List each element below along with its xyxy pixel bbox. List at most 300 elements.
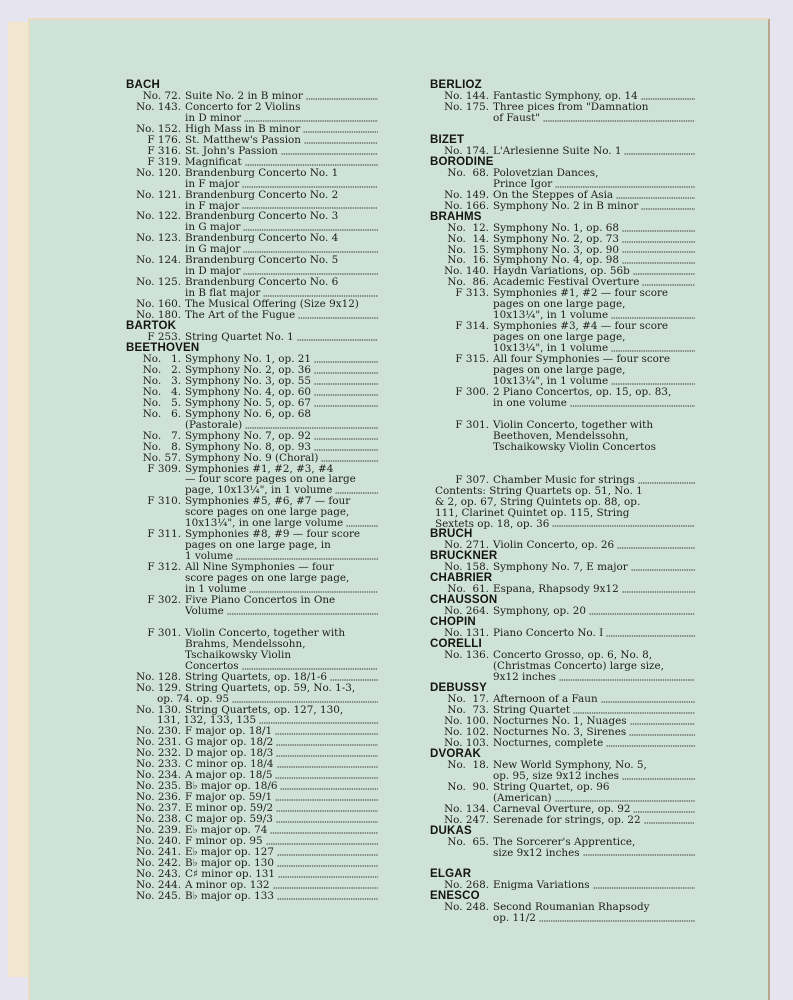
entry-text: Symphonies #5, #6, #7 — four	[185, 496, 351, 508]
entry-title	[181, 891, 378, 902]
dot-leader	[277, 892, 378, 900]
entry-title	[489, 716, 695, 727]
catalog-entry	[126, 562, 378, 595]
composer-section	[126, 343, 378, 902]
catalog-number: No. 242.	[136, 856, 181, 869]
catalog-number: No. 1.	[142, 352, 181, 365]
entry-line	[493, 661, 695, 672]
composer-section	[430, 135, 695, 157]
entry-title	[489, 902, 695, 924]
entry-title	[489, 223, 695, 234]
entry-title	[181, 781, 378, 792]
entry-title	[181, 365, 378, 376]
entry-line	[493, 102, 695, 113]
catalog-number: No. 160.	[136, 298, 181, 311]
entry-line	[185, 431, 378, 442]
entry-text: Beethoven, Mendelssohn,	[493, 430, 629, 442]
entry-text: Brandenburg Concerto No. 5	[185, 255, 339, 267]
entry-text: A major op. 18/5	[185, 770, 273, 782]
catalog-number: No. 90.	[447, 780, 489, 793]
spacer	[430, 124, 695, 135]
composer-heading: BRAHMS	[430, 210, 482, 223]
entry-text: C minor op. 18/4	[185, 759, 274, 771]
entry-text: Contents: String Quartets op. 51, No. 1	[435, 485, 643, 497]
entry-line	[185, 113, 378, 124]
composer-section	[430, 891, 695, 924]
entry-text: Chamber Music for strings	[493, 474, 635, 486]
entry-line	[185, 310, 378, 321]
entry-title	[489, 255, 695, 266]
entry-text: L'Arlesienne Suite No. 1	[493, 145, 622, 157]
entry-title	[489, 628, 695, 639]
catalog-entry	[126, 277, 378, 299]
entry-title	[181, 858, 378, 869]
dot-leader	[335, 486, 378, 494]
dot-leader	[244, 114, 378, 122]
entry-title	[181, 387, 378, 398]
entry-line	[185, 595, 378, 606]
entry-line	[185, 222, 378, 233]
catalog-entry	[126, 628, 378, 672]
catalog-number: No. 240.	[136, 834, 181, 847]
entry-line	[185, 606, 378, 617]
entry-text: Brandenburg Concerto No. 2	[185, 189, 339, 201]
entry-text: E♭ major op. 127	[185, 846, 274, 858]
entry-text: & 2, op. 67, String Quintets op. 88, op.	[435, 496, 641, 508]
entry-text: in one volume	[493, 397, 567, 409]
entry-line	[185, 277, 378, 288]
entry-line	[185, 672, 378, 683]
entry-title	[181, 464, 378, 497]
entry-title	[489, 705, 695, 716]
entry-line	[493, 606, 695, 617]
entry-text: in D minor	[185, 112, 242, 124]
dot-leader	[559, 673, 695, 681]
catalog-number: F 309.	[147, 462, 181, 475]
dot-leader	[280, 782, 378, 790]
catalog-entry	[126, 409, 378, 431]
entry-text: Symphony No. 8, op. 93	[185, 441, 312, 453]
entry-line	[185, 584, 378, 595]
dot-leader	[275, 793, 378, 801]
entry-title	[181, 299, 378, 310]
entry-line	[185, 91, 378, 102]
entry-text: (Pastorale)	[185, 419, 243, 431]
entry-line	[157, 715, 378, 726]
composer-heading: BRUCH	[430, 528, 473, 541]
entry-line	[493, 299, 695, 310]
entry-text: Symphony No. 4, op. 60	[185, 386, 312, 398]
entry-line	[493, 321, 695, 332]
composer-heading: CHOPIN	[430, 616, 476, 629]
entry-line	[185, 233, 378, 244]
entry-title	[181, 453, 378, 464]
dot-leader	[641, 202, 695, 210]
entry-title	[489, 738, 695, 749]
dot-leader	[263, 289, 378, 297]
catalog-number: No. 232.	[136, 747, 181, 760]
dot-leader	[266, 837, 378, 845]
catalog-number: No. 100.	[444, 714, 489, 727]
catalog-number: No. 230.	[136, 725, 181, 738]
entry-text: Symphonies #1, #2 — four score	[493, 288, 669, 300]
dot-leader	[330, 673, 378, 681]
entry-text: pages on one large page,	[493, 299, 626, 311]
dot-leader	[601, 695, 695, 703]
dot-leader	[622, 585, 695, 593]
dot-leader	[314, 377, 378, 385]
entry-title	[489, 650, 695, 683]
entry-text: in B flat major	[185, 288, 261, 300]
entry-title	[181, 277, 378, 299]
entry-line	[185, 354, 378, 365]
catalog-number: No. 136.	[444, 649, 489, 662]
composer-section	[430, 80, 695, 124]
entry-line	[493, 179, 695, 190]
entry-title	[489, 168, 695, 190]
dot-leader	[270, 826, 378, 834]
catalog-number: No. 271.	[444, 539, 489, 552]
entry-line	[185, 858, 378, 869]
catalog-number: No. 61.	[447, 583, 489, 596]
catalog-number: No. 65.	[447, 835, 489, 848]
entry-text: Symphony No. 1, op. 21	[185, 353, 312, 365]
entry-title	[181, 431, 378, 442]
entry-line	[493, 277, 695, 288]
dot-leader	[593, 881, 695, 889]
dot-leader	[297, 333, 378, 341]
entry-line	[185, 825, 378, 836]
composer-section	[430, 639, 695, 683]
catalog-entry	[126, 168, 378, 190]
catalog-number: No. 134.	[444, 802, 489, 815]
entry-text: Brandenburg Concerto No. 6	[185, 277, 339, 289]
entry-line	[435, 519, 695, 530]
entry-title	[181, 496, 378, 529]
entry-text: Sextets op. 18, op. 36	[435, 518, 550, 530]
dot-leader	[277, 848, 378, 856]
entry-line	[185, 102, 378, 113]
entry-line	[493, 694, 695, 705]
dot-leader	[232, 695, 378, 703]
entry-line	[185, 540, 378, 551]
entry-line	[435, 486, 695, 497]
dot-leader	[555, 180, 695, 188]
entry-line	[493, 771, 695, 782]
dot-leader	[281, 147, 378, 155]
entry-text: String Quartets, op. 18/1-6	[185, 671, 328, 683]
entry-title	[489, 146, 695, 157]
dot-leader	[276, 738, 378, 746]
catalog-number: No. 123.	[136, 232, 181, 245]
catalog-number: No. 140.	[444, 265, 489, 278]
composer-section	[430, 573, 695, 595]
entry-text: Concerto Grosso, op. 6, No. 8,	[493, 650, 653, 662]
entry-text: St. Matthew's Passion	[185, 134, 301, 146]
entry-title	[157, 682, 378, 705]
entry-line	[185, 639, 378, 650]
entry-line	[185, 146, 378, 157]
entry-title	[181, 814, 378, 825]
composer-section	[430, 826, 695, 859]
entry-text: F major op. 18/1	[185, 726, 273, 738]
entry-text: Symphony No. 9 (Choral)	[185, 452, 319, 464]
catalog-number: F 315.	[455, 353, 489, 366]
entry-title	[489, 321, 695, 354]
catalog-number: No. 121.	[136, 188, 181, 201]
entry-line	[493, 562, 695, 573]
entry-text: — four score pages on one large	[185, 474, 356, 486]
entry-text: Symphony No. 5, op. 67	[185, 397, 312, 409]
catalog-number: No. 144.	[444, 90, 489, 102]
catalog-entry	[430, 837, 695, 859]
entry-text: 1 volume	[185, 551, 234, 563]
entry-text: Nocturnes No. 1, Nuages	[493, 715, 627, 727]
entry-line	[185, 847, 378, 858]
entry-text: Symphony No. 4, op. 98	[493, 255, 620, 267]
entry-text: C major op. 59/3	[185, 814, 273, 825]
catalog-number: F 302.	[147, 593, 181, 606]
catalog-number: No. 238.	[136, 813, 181, 826]
entry-title	[181, 398, 378, 409]
entry-line	[185, 562, 378, 573]
entry-text: Violin Concerto, together with	[185, 627, 346, 639]
entry-text: in G major	[185, 222, 241, 234]
entry-line	[493, 804, 695, 815]
entry-line	[493, 420, 695, 431]
catalog-entry	[126, 891, 378, 902]
entry-title	[489, 91, 695, 102]
entry-text: Afternoon of a Faun	[493, 694, 598, 706]
entry-text: Prince Igor	[493, 178, 553, 190]
entry-title	[489, 201, 695, 212]
catalog-entry	[126, 529, 378, 562]
entry-line	[185, 190, 378, 201]
entry-text: A minor op. 132	[185, 879, 270, 891]
catalog-entry	[126, 431, 378, 442]
catalog-number: No. 12.	[447, 221, 489, 234]
entry-line	[185, 464, 378, 475]
catalog-number: No. 237.	[136, 802, 181, 815]
dot-leader	[245, 421, 378, 429]
entry-text: On the Steppes of Asia	[493, 189, 614, 201]
entry-line	[185, 770, 378, 781]
dot-leader	[629, 728, 695, 736]
entry-line	[185, 332, 378, 343]
catalog-number: No. 268.	[444, 879, 489, 892]
entry-text: Symphonies #8, #9 — four score	[185, 529, 361, 541]
catalog-number: No. 122.	[136, 210, 181, 223]
catalog-number: F 312.	[147, 561, 181, 574]
entry-title	[489, 815, 695, 826]
entry-line	[185, 759, 378, 770]
entry-line	[493, 793, 695, 804]
entry-text: (Christmas Concerto) large size,	[493, 661, 664, 673]
catalog-number: No. 234.	[136, 769, 181, 782]
entry-line	[185, 442, 378, 453]
entry-line	[185, 836, 378, 847]
catalog-number: F 301.	[455, 418, 489, 431]
dot-leader	[633, 805, 695, 813]
entry-text: Five Piano Concertos in One	[185, 594, 336, 606]
entry-text: Serenade for strings, op. 22	[493, 814, 641, 826]
entry-line	[185, 201, 378, 212]
entry-text: 9x12 inches	[493, 672, 557, 684]
entry-text: New World Symphony, No. 5,	[493, 759, 647, 771]
composer-section	[430, 683, 695, 749]
entry-line	[493, 201, 695, 212]
entry-text: 10x13¼", in 1 volume	[493, 343, 609, 355]
entry-title	[489, 804, 695, 815]
catalog-entry	[126, 233, 378, 255]
entry-text: B♭ major op. 18/6	[185, 781, 278, 793]
entry-line	[493, 837, 695, 848]
entry-line	[185, 398, 378, 409]
entry-text: Violin Concerto, op. 26	[493, 540, 615, 552]
entry-title	[181, 157, 378, 168]
catalog-entry	[126, 211, 378, 233]
dot-leader	[611, 344, 695, 352]
dot-leader	[314, 366, 378, 374]
catalog-page	[28, 18, 770, 1000]
entry-text: Nocturnes No. 3, Sirenes	[493, 726, 627, 738]
dot-leader	[273, 881, 378, 889]
entry-line	[493, 234, 695, 245]
dot-leader	[298, 311, 378, 319]
entry-text: F major op. 59/1	[185, 792, 273, 804]
entry-text: Symphony No. 2, op. 36	[185, 364, 312, 376]
catalog-number: No. 8.	[142, 440, 181, 453]
composer-heading: BORODINE	[430, 155, 494, 168]
composer-heading: DVORAK	[430, 747, 482, 760]
dot-leader	[245, 158, 378, 166]
dot-leader	[236, 552, 378, 560]
entry-text: 10x13¼", in 1 volume	[493, 375, 609, 387]
entry-line	[493, 146, 695, 157]
catalog-entry	[430, 902, 695, 924]
entry-line	[185, 409, 378, 420]
catalog-number: F 311.	[147, 528, 181, 541]
entry-line	[493, 628, 695, 639]
entry-title	[181, 124, 378, 135]
entry-line	[493, 113, 695, 124]
entry-title	[489, 266, 695, 277]
entry-line	[493, 190, 695, 201]
catalog-entry	[126, 453, 378, 464]
catalog-entry	[430, 201, 695, 212]
entry-title	[489, 562, 695, 573]
catalog-number: No. 131.	[444, 627, 489, 640]
entry-title	[181, 562, 378, 595]
entry-line	[185, 376, 378, 387]
entry-title	[181, 737, 378, 748]
dot-leader	[243, 223, 378, 231]
entry-line	[185, 288, 378, 299]
catalog-number: No. 15.	[447, 243, 489, 256]
dot-leader	[573, 706, 695, 714]
catalog-number: No. 7.	[142, 429, 181, 442]
composer-section	[430, 212, 695, 530]
entry-text: in D major	[185, 266, 241, 278]
catalog-number: No. 174.	[444, 144, 489, 157]
entry-title	[181, 168, 378, 190]
dot-leader	[242, 662, 378, 670]
catalog-entry	[430, 387, 695, 409]
entry-line	[493, 716, 695, 727]
composer-heading: BEETHOVEN	[126, 341, 200, 354]
entry-title	[181, 102, 378, 124]
catalog-number: No. 3.	[142, 374, 181, 387]
entry-title	[181, 869, 378, 880]
entry-title	[489, 102, 695, 124]
catalog-number: No. 2.	[142, 363, 181, 376]
entry-title	[181, 825, 378, 836]
catalog-number: No. 243.	[136, 867, 181, 880]
catalog-entry	[430, 804, 695, 815]
entry-line	[185, 803, 378, 814]
entry-line	[185, 748, 378, 759]
dot-leader	[606, 739, 695, 747]
dot-leader	[624, 147, 695, 155]
entry-line	[493, 584, 695, 595]
catalog-entry	[126, 255, 378, 277]
catalog-number: No. 57.	[142, 451, 181, 464]
dot-leader	[622, 256, 695, 264]
catalog-number: No. 124.	[136, 254, 181, 267]
entry-text: E minor op. 59/2	[185, 803, 274, 815]
entry-title	[181, 672, 378, 683]
catalog-entry	[126, 672, 378, 683]
catalog-entry	[430, 223, 695, 234]
entry-title	[181, 442, 378, 453]
entry-title	[157, 704, 378, 727]
composer-section	[430, 595, 695, 617]
catalog-number: F 176.	[147, 133, 181, 146]
entry-line	[185, 168, 378, 179]
dot-leader	[276, 815, 378, 823]
catalog-number: No. 130.	[136, 703, 181, 716]
entry-text: Espana, Rhapsody 9x12	[493, 584, 619, 596]
entry-text: Symphony, op. 20	[493, 606, 586, 618]
entry-text: B♭ major op. 130	[185, 857, 274, 869]
entry-line	[185, 179, 378, 190]
entry-text: C♯ minor op. 131	[185, 868, 276, 880]
right-column	[430, 80, 695, 924]
dot-leader	[617, 541, 695, 549]
entry-line	[185, 496, 378, 507]
dot-leader	[304, 136, 378, 144]
entry-title	[489, 277, 695, 288]
entry-line	[493, 727, 695, 738]
catalog-number: F 316.	[147, 144, 181, 157]
dot-leader	[622, 235, 695, 243]
entry-line	[185, 518, 378, 529]
entry-title	[181, 759, 378, 770]
entry-title	[181, 748, 378, 759]
entry-text: G major op. 18/2	[185, 737, 274, 749]
catalog-number: No. 73.	[447, 704, 489, 717]
entry-text: B♭ major op. 133	[185, 890, 274, 902]
dot-leader	[277, 859, 378, 867]
dot-leader	[314, 399, 378, 407]
entry-text: E♭ major op. 74	[185, 825, 268, 836]
entry-line	[435, 497, 695, 508]
entry-text: Haydn Variations, op. 56b	[493, 266, 630, 278]
catalog-entry	[430, 420, 695, 453]
entry-text: Symphony No. 2, op. 73	[493, 233, 620, 245]
entry-line	[185, 573, 378, 584]
entry-title	[181, 409, 378, 431]
